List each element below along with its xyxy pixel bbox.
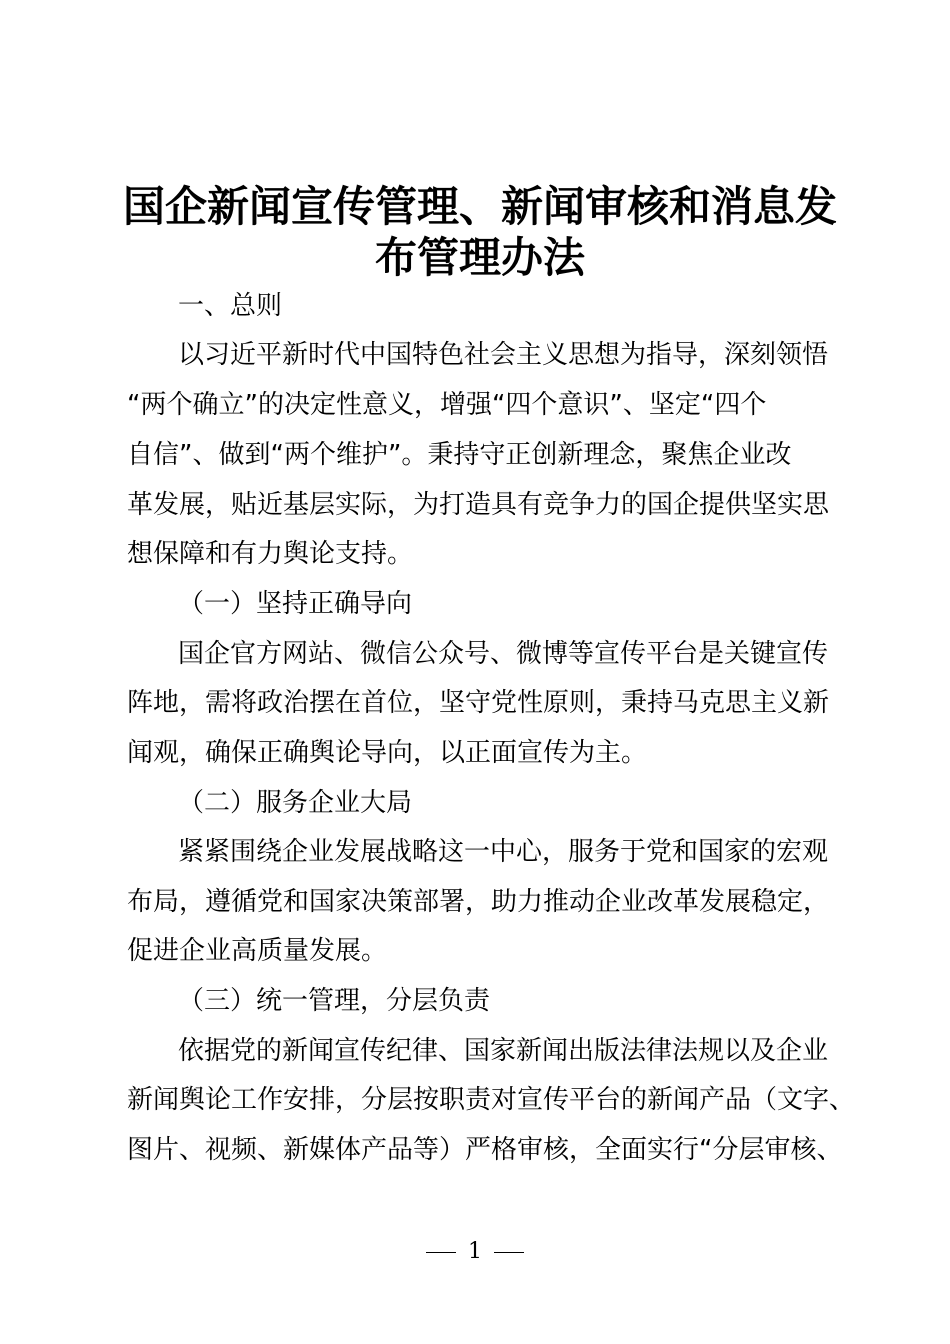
- paragraph-line: 以习近平新时代中国特色社会主义思想为指导，深刻领悟: [178, 340, 829, 370]
- paragraph-line: 自信”、做到“两个维护”。秉持守正创新理念，聚焦企业改: [127, 440, 792, 470]
- subsection-heading: （二）服务企业大局: [178, 788, 413, 818]
- document-title-line-2: 布管理办法: [374, 233, 585, 282]
- paragraph-line: 紧紧围绕企业发展战略这一中心，服务于党和国家的宏观: [178, 837, 829, 867]
- paragraph-line: 布局，遵循党和国家决策部署，助力推动企业改革发展稳定，: [127, 887, 830, 917]
- page-number: 1: [468, 1239, 482, 1264]
- page-footer: [0, 1238, 950, 1266]
- paragraph-line: 新闻舆论工作安排，分层按职责对宣传平台的新闻产品（文字、: [127, 1085, 856, 1115]
- document-title-line-1: 国企新闻宣传管理、新闻审核和消息发: [122, 182, 837, 231]
- paragraph-line: 想保障和有力舆论支持。: [127, 539, 414, 569]
- paragraph-line: 阵地，需将政治摆在首位，坚守党性原则，秉持马克思主义新: [127, 688, 830, 718]
- footer-dash-right: [494, 1252, 524, 1253]
- subsection-heading: （一）坚持正确导向: [178, 589, 413, 619]
- footer-dash-left: [426, 1252, 456, 1253]
- section-heading-general: 一、总则: [178, 291, 283, 321]
- paragraph-line: “两个确立”的决定性意义，增强“四个意识”、坚定“四个: [127, 390, 767, 420]
- paragraph-line: 闻观，确保正确舆论导向，以正面宣传为主。: [127, 738, 648, 768]
- paragraph-line: 革发展，贴近基层实际，为打造具有竞争力的国企提供坚实思: [127, 490, 830, 520]
- subsection-heading: （三）统一管理，分层负责: [178, 986, 491, 1016]
- paragraph-line: 图片、视频、新媒体产品等）严格审核，全面实行“分层审核、: [127, 1135, 843, 1165]
- paragraph-line: 促进企业高质量发展。: [127, 936, 388, 966]
- paragraph-line: 国企官方网站、微信公众号、微博等宣传平台是关键宣传: [178, 639, 829, 669]
- paragraph-line: 依据党的新闻宣传纪律、国家新闻出版法律法规以及企业: [178, 1036, 829, 1066]
